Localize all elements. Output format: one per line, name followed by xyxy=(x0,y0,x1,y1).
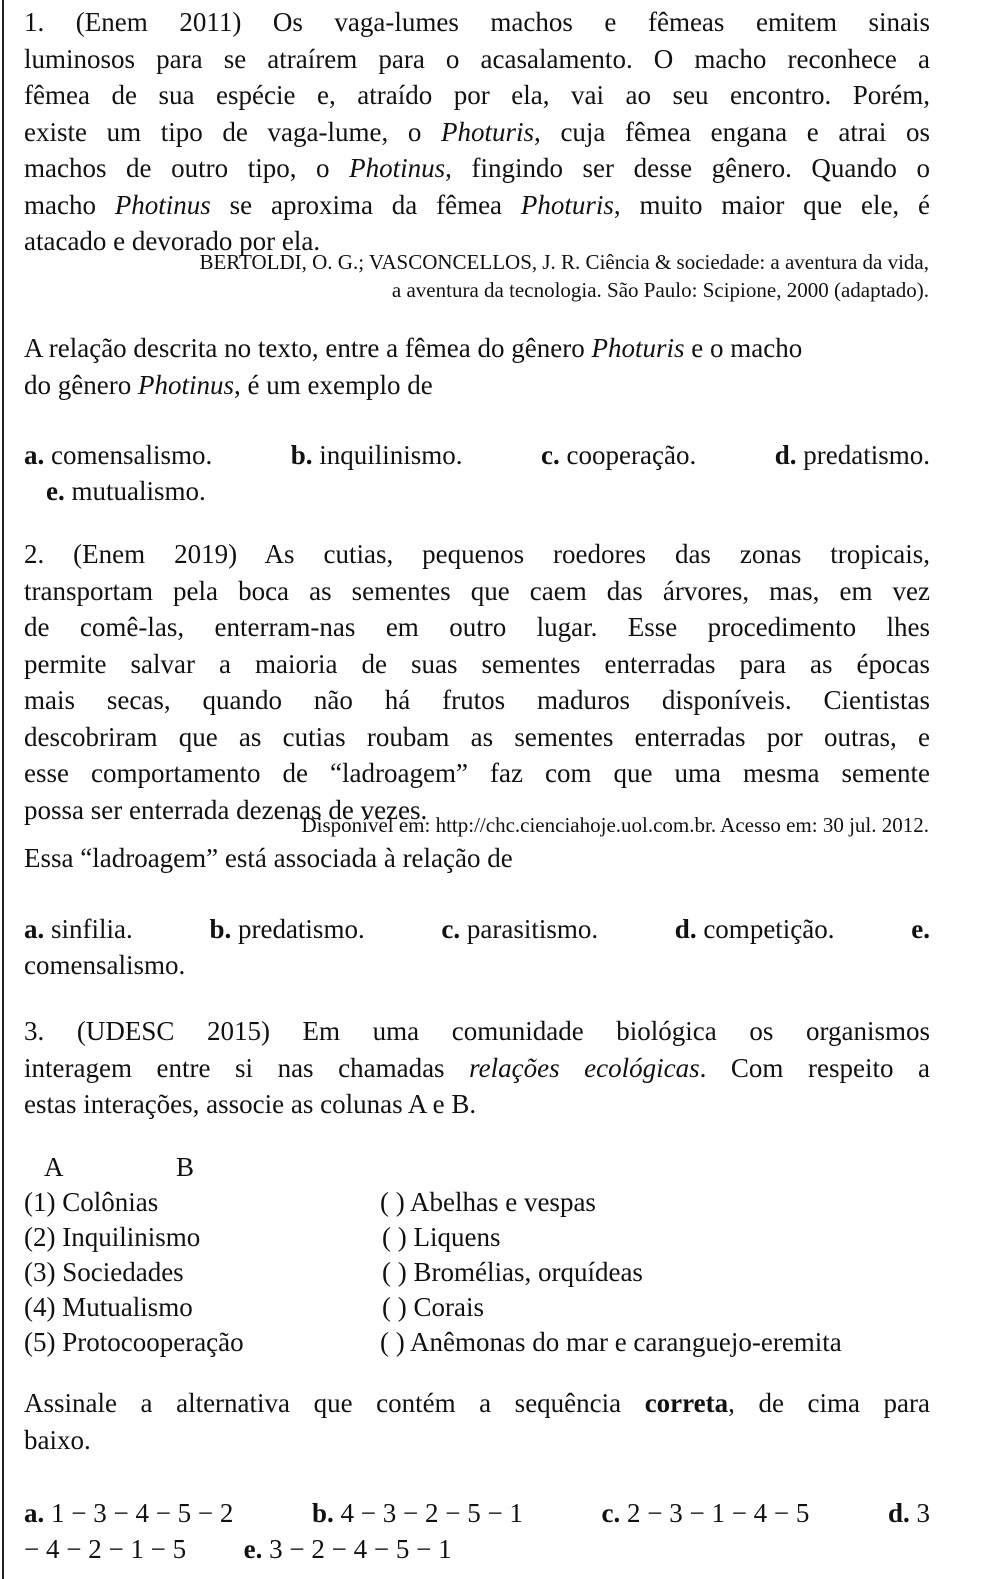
q3-table-row xyxy=(24,1185,930,1220)
q1-question xyxy=(24,330,930,403)
q2-line-2: transportam pela boca as sementes que caem das árvores, mas, em vez xyxy=(24,575,930,606)
col-b-item: ( ) Abelhas e vespas xyxy=(380,1187,596,1217)
q2-option-a[interactable]: a. sinfilia. xyxy=(24,914,133,944)
q1-options-row xyxy=(24,437,930,473)
q1-ref-line-2: a aventura da tecnologia. São Paulo: Scipione, 2000 (adaptado). xyxy=(391,278,929,302)
col-a-header: A xyxy=(44,1152,64,1182)
q2-ref-line: Disponível em: http://chc.cienciahoje.uol.com.br. Acesso em: 30 jul. 2012. xyxy=(301,813,929,837)
q3-instruction-line-1: Assinale a alternativa que contém a sequência correta, de cima para xyxy=(24,1388,930,1418)
q1-line-5: machos de outro tipo, o Photinus, fingindo ser desse gênero. Quando o xyxy=(24,153,930,183)
q2-line-1: 2. (Enem 2019) As cutias, pequenos roedores das zonas tropicais, xyxy=(24,539,930,569)
q1-line-3: fêmea de sua espécie e, atraído por ela, vai ao seu encontro. Porém, xyxy=(24,80,930,110)
col-b-item: ( ) Corais xyxy=(382,1292,484,1322)
col-a-item: (2) Inquilinismo xyxy=(24,1222,201,1252)
q3-text xyxy=(24,1013,930,1123)
q2-line-6: descobriram que as cutias roubam as sementes enterradas por outras, e xyxy=(24,721,930,752)
q3-option-d[interactable]: d. 3 xyxy=(887,1498,930,1528)
q3-option-d-continued[interactable]: − 4 − 2 − 1 − 5 xyxy=(24,1534,187,1564)
q3-table-row xyxy=(24,1325,930,1360)
q2-options-row xyxy=(24,911,930,947)
q2-option-b[interactable]: b. predatismo. xyxy=(209,914,365,944)
col-b-header: B xyxy=(176,1152,195,1182)
q1-options xyxy=(24,437,930,509)
q1-option-b[interactable]: b. inquilinismo. xyxy=(290,440,463,470)
col-b-item: ( ) Bromélias, orquídeas xyxy=(382,1257,643,1287)
q1-question-line-1: A relação descrita no texto, entre a fêmea do gênero Photuris e o macho xyxy=(24,333,803,363)
q3-line-1: 3. (UDESC 2015) Em uma comunidade biológica os organismos xyxy=(24,1016,930,1046)
q3-option-c[interactable]: c. 2 − 3 − 1 − 4 − 5 xyxy=(601,1498,810,1528)
q3-line-2: interagem entre si nas chamadas relações ecológicas. Com respeito a xyxy=(24,1052,930,1083)
q2-line-7: esse comportamento de “ladroagem” faz com que uma mesma semente xyxy=(24,758,930,788)
q3-option-e[interactable]: e. 3 − 2 − 4 − 5 − 1 xyxy=(243,1534,452,1564)
q1-text xyxy=(24,4,930,260)
q3-options-row-2 xyxy=(24,1531,930,1567)
col-a-item: (1) Colônias xyxy=(24,1187,159,1217)
col-b-item: ( ) Liquens xyxy=(382,1222,501,1252)
q3-table-row xyxy=(24,1255,930,1290)
col-b-item: ( ) Anêmonas do mar e caranguejo-eremita xyxy=(380,1327,842,1357)
q2-line-8: possa ser enterrada dezenas de vezes. xyxy=(24,794,428,825)
q1-question-line-2: do gênero Photinus, é um exemplo de xyxy=(24,369,433,400)
q1-options-row-2 xyxy=(24,473,930,509)
q3-association-table xyxy=(24,1150,930,1360)
q2-option-d[interactable]: d. competição. xyxy=(674,914,835,944)
q1-option-e[interactable]: e. mutualismo. xyxy=(46,476,206,506)
q3-table-row xyxy=(24,1220,930,1255)
q2-options-row-2 xyxy=(24,947,930,983)
q1-line-6: macho Photinus se aproxima da fêmea Photuris, muito maior que ele, é xyxy=(24,189,930,220)
q2-options xyxy=(24,911,930,983)
q3-line-3: estas interações, associe as colunas A e B. xyxy=(24,1089,477,1119)
q2-line-5: mais secas, quando não há frutos maduros disponíveis. Cientistas xyxy=(24,685,930,715)
q1-ref-line-1: BERTOLDI, O. G.; VASCONCELLOS, J. R. Ciência & sociedade: a aventura da vida, xyxy=(199,250,929,274)
left-border-line xyxy=(2,0,4,1579)
q2-reference xyxy=(301,811,929,839)
q1-line-4: existe um tipo de vaga-lume, o Photuris, cuja fêmea engana e atrai os xyxy=(24,116,930,147)
q3-option-a[interactable]: a. 1 − 3 − 4 − 5 − 2 xyxy=(24,1498,234,1528)
q3-table-row xyxy=(24,1290,930,1325)
q3-options xyxy=(24,1495,930,1567)
q2-line-3: de comê-las, enterram-nas em outro lugar. Esse procedimento lhes xyxy=(24,612,930,642)
q3-instruction xyxy=(24,1385,930,1458)
q1-line-2: luminosos para se atraírem para o acasalamento. O macho reconhece a xyxy=(24,43,930,74)
q1-option-c[interactable]: c. cooperação. xyxy=(541,440,697,470)
q1-reference xyxy=(199,248,929,304)
col-a-item: (5) Protocooperação xyxy=(24,1327,244,1357)
col-a-item: (3) Sociedades xyxy=(24,1257,184,1287)
q2-text xyxy=(24,536,930,828)
q3-option-b[interactable]: b. 4 − 3 − 2 − 5 − 1 xyxy=(311,1498,523,1528)
q2-option-e-text[interactable]: comensalismo. xyxy=(24,950,186,980)
q1-line-1: 1. (Enem 2011) Os vaga-lumes machos e fêmeas emitem sinais xyxy=(24,7,930,37)
q1-option-d[interactable]: d. predatismo. xyxy=(774,440,930,470)
q3-options-row xyxy=(24,1495,930,1531)
col-a-item: (4) Mutualismo xyxy=(24,1292,193,1322)
q2-option-e-letter[interactable]: e. xyxy=(911,914,930,944)
q2-question-line: Essa “ladroagem” está associada à relação de xyxy=(24,843,513,873)
q1-line-7: atacado e devorado por ela. xyxy=(24,226,321,256)
q3-instruction-line-2: baixo. xyxy=(24,1424,91,1455)
q1-option-a[interactable]: a. comensalismo. xyxy=(24,440,213,470)
q2-question xyxy=(24,840,930,877)
q2-line-4: permite salvar a maioria de suas sementes enterradas para as épocas xyxy=(24,648,930,679)
q3-table-header xyxy=(24,1150,930,1185)
q2-option-c[interactable]: c. parasitismo. xyxy=(441,914,599,944)
